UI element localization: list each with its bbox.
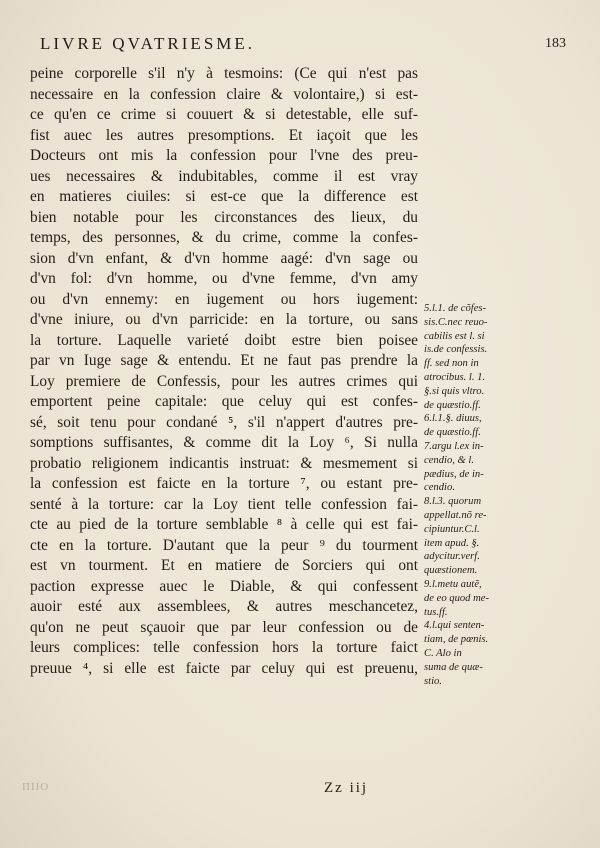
- text-line: d'vne iniure, ou d'vn parricide: en la torture, ou sans: [30, 311, 418, 328]
- text-line: ou d'vn ennemy: en iugement ou hors iugement:: [30, 290, 418, 308]
- text-line: qu'on ne peut sçauoir que par leur confession ou de: [30, 618, 418, 636]
- marginal-note-line: atrocibus. l. 1.: [424, 371, 486, 383]
- text-line: somptions suffisantes, & comme dit la Loy ⁶, Si nulla: [30, 434, 418, 451]
- marginal-note-line: cendio.: [424, 482, 455, 494]
- text-line: probatio religionem indicantis instruat: & mesmement si: [30, 454, 418, 472]
- marginal-note-line: is.de confessis.: [424, 344, 488, 356]
- text-line: sé, soit tenu pour condané ⁵, s'il n'appert d'autres pre-: [30, 413, 418, 431]
- marginal-note-line: pædius, de in-: [424, 468, 484, 480]
- marginal-note-line: 4.l.qui senten-: [424, 620, 485, 632]
- text-line: fist auec les autres presomptions. Et iaçoit que les: [30, 126, 418, 144]
- marginal-note-line: stio.: [424, 675, 442, 687]
- signature-mark: Zz iij: [324, 780, 369, 796]
- marginal-note-line: cendio, & l.: [424, 454, 475, 466]
- text-line: Loy premiere de Confessis, pour les autres crimes qui: [30, 372, 418, 390]
- marginal-note-line: tiam, de pœnis.: [424, 634, 489, 646]
- marginal-note-line: de quæstio.ff.: [424, 427, 481, 439]
- text-line: peine corporelle s'il n'y à tesmoins: (Ce qui n'est pas: [30, 65, 418, 82]
- marginal-note-line: appellat.nõ re-: [424, 509, 487, 521]
- text-line: emportent peine capitale: que celuy qui est confes-: [30, 393, 418, 410]
- marginal-note-line: ff. sed non in: [424, 358, 479, 370]
- text-line: en matieres ciuiles: si est-ce que la difference est: [30, 188, 418, 205]
- text-line: bien notable pour les circonstances des lieux, du: [30, 208, 418, 226]
- text-line: ues necessaires & indubitables, comme il est vray: [30, 167, 418, 185]
- marginal-note-line: 9.l.metu autẽ,: [424, 578, 482, 590]
- marginal-note-line: C. Alo in: [424, 647, 462, 659]
- text-line: par vn Iuge sage & entendu. Et ne faut pas prendre la: [30, 352, 418, 369]
- main-text-column: [30, 64, 418, 679]
- text-line: leurs complices: telle confession hors la torture faict: [30, 639, 418, 656]
- marginal-note-line: de eo quod me-: [424, 592, 490, 604]
- text-line: Docteurs ont mis la confession pour l'vne des preu-: [30, 147, 418, 164]
- marginal-note-line: suma de quæ-: [424, 661, 483, 673]
- marginal-notes: [424, 302, 574, 688]
- text-line: sion d'vn enfant, & d'vn homme aagé: d'vn sage ou: [30, 249, 418, 267]
- running-head: LIVRE QVATRIESME.: [40, 34, 256, 53]
- text-line: auoir esté aux assemblees, & autres meschancetez,: [30, 598, 418, 615]
- marginal-note-line: tus.ff.: [424, 606, 448, 618]
- text-line: temps, des personnes, & du crime, comme la confes-: [30, 229, 418, 246]
- text-line: d'vn fol: d'vn homme, ou d'vne femme, d'vn amy: [30, 270, 418, 287]
- marginal-note-line: quæstionem.: [424, 565, 478, 577]
- marginal-note-line: §.si quis vltro.: [424, 385, 485, 397]
- show-through-text: ΠΙΙΟ: [22, 781, 50, 793]
- marginal-note-line: adycitur.verf.: [424, 551, 480, 563]
- marginal-note-line: item apud. §.: [424, 537, 480, 549]
- text-line: senté à la torture: car la Loy tient telle confession fai-: [30, 495, 418, 513]
- text-line: la torture. Laquelle varieté doibt estre bien poisee: [30, 331, 418, 349]
- marginal-note-line: de quæstio.ff.: [424, 399, 481, 411]
- text-line: la confession est faicte en la torture ⁷, ou estant pre-: [30, 475, 418, 492]
- marginal-note-line: 8.l.3. quorum: [424, 496, 482, 508]
- marginal-note-line: 7.argu l.ex in-: [424, 440, 484, 452]
- marginal-note-line: 6.l.1.§. diuus,: [424, 413, 482, 425]
- marginal-note-line: 5.l.1. de cõfes-: [424, 303, 487, 314]
- marginal-note-line: cipiuntur.C.l.: [424, 523, 480, 535]
- text-line: cte au pied de la torture semblable ⁸ à celle qui est fai-: [30, 516, 418, 533]
- marginal-note-line: cabilis est l. si: [424, 330, 485, 342]
- text-line: ce qu'en ce crime si couuert & si detestable, elle suf-: [30, 106, 418, 123]
- text-line: necessaire en la confession claire & volontaire,) si est-: [30, 85, 418, 103]
- text-line: preuue ⁴, si elle est faicte par celuy qui est preuenu,: [30, 659, 418, 677]
- page-number: 183: [545, 36, 566, 51]
- text-line: paction expresse auec le Diable, & qui confessent: [30, 577, 418, 595]
- text-line: cte en la torture. D'autant que la peur ⁹ du tourment: [30, 536, 418, 554]
- text-line: est vn tourment. Et en matiere de Sorciers qui ont: [30, 557, 418, 574]
- marginal-note-line: sis.C.nec reuo-: [424, 316, 488, 328]
